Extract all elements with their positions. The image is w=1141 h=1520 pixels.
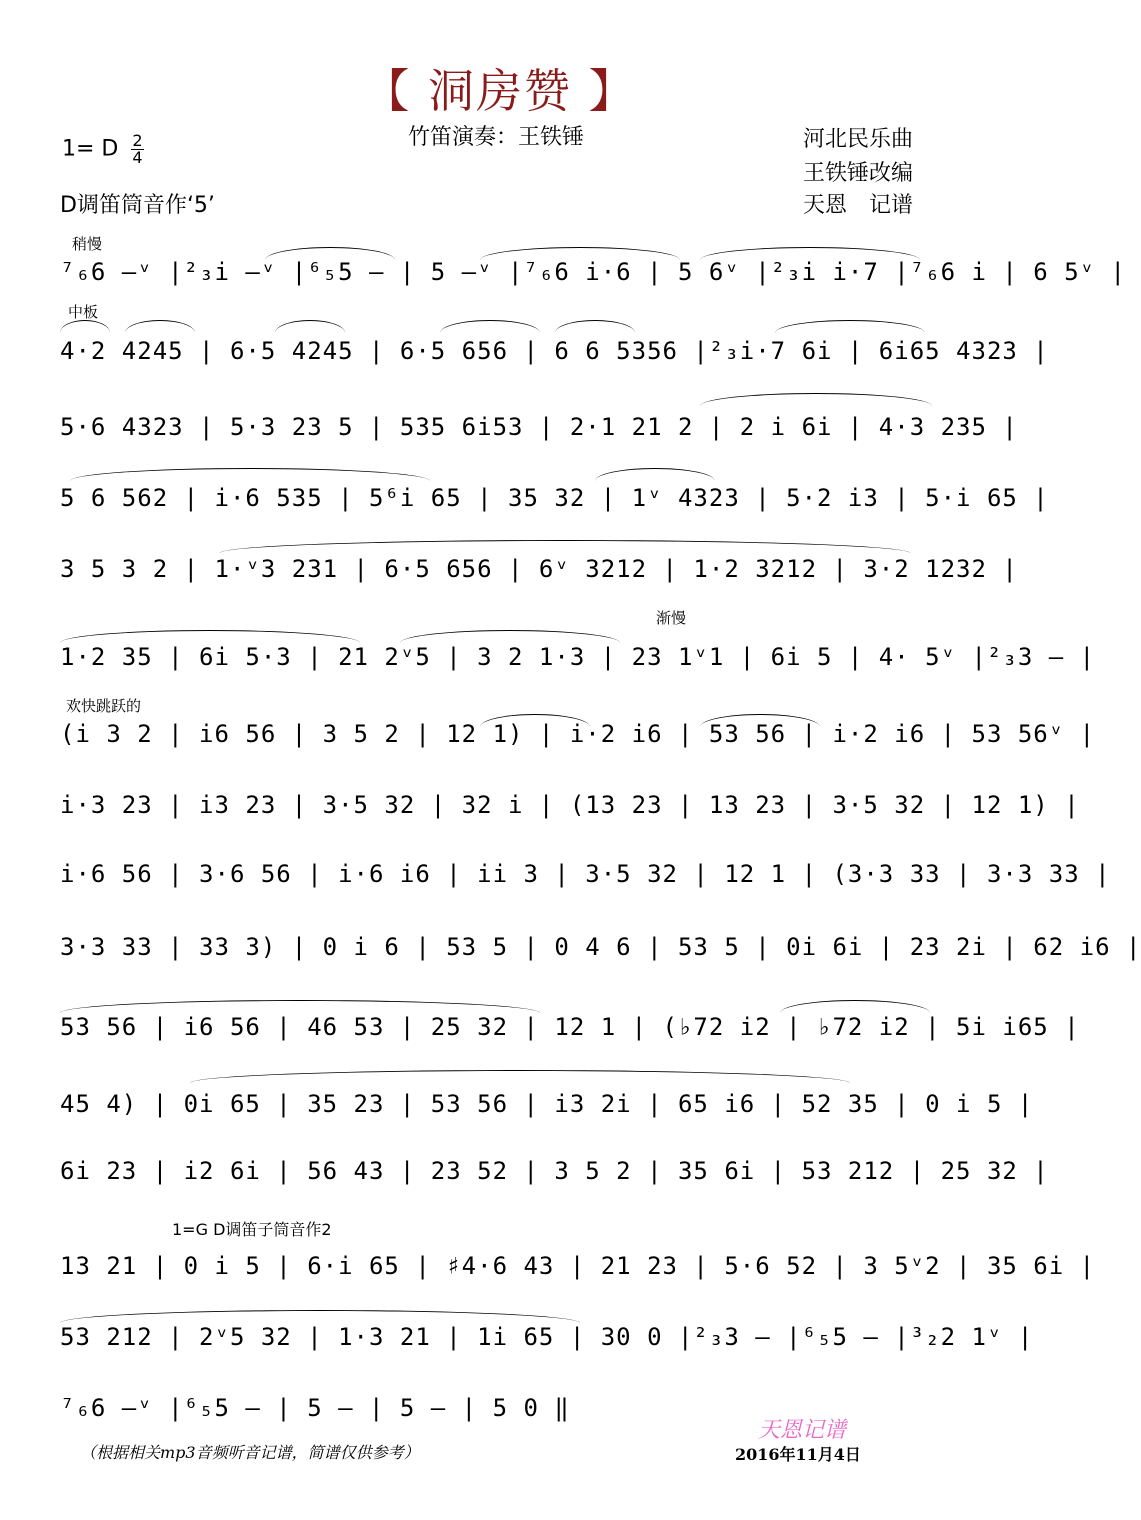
slur-row xyxy=(60,320,932,334)
score-line-14: 13 21 | 0 i 5 | 6·i 65 | ♯4·6 43 | 21 23 | 5·6 52 | 3 5ᵛ2 | 35 6i | xyxy=(60,1252,1096,1280)
slur-row xyxy=(60,393,932,407)
slur-row xyxy=(60,468,932,482)
key-signature xyxy=(62,133,144,166)
score-line-1: ⁷₆6 –ᵛ |²₃i –ᵛ |⁶₅5 – | 5 –ᵛ |⁷₆6 i·6 | 5 6ᵛ |²₃i i·7 |⁷₆6 i | 6 5ᵛ | xyxy=(60,258,1126,286)
score-line-3: 5·6 4323 | 5·3 23 5 | 535 6i53 | 2·1 21 2 | 2 i 6i | 4·3 235 | xyxy=(60,413,1018,441)
slur-row xyxy=(60,1310,932,1324)
flute-note: D调笛筒音作‘5’ xyxy=(60,193,215,218)
score-line-5: 3 5 3 2 | 1·ᵛ3 231 | 6·5 656 | 6ᵛ 3212 | 1·2 3212 | 3·2 1232 | xyxy=(60,555,1018,583)
score-line-12: 45 4) | 0i 65 | 35 23 | 53 56 | i3 2i | 65 i6 | 52 35 | 0 i 5 | xyxy=(60,1090,1034,1118)
slur-row xyxy=(60,1070,932,1084)
score-line-8: i·3 23 | i3 23 | 3·5 32 | 32 i | (13 23 | 13 23 | 3·5 32 | 12 1) | xyxy=(60,791,1080,819)
tempo-mark-rit: 渐慢 xyxy=(656,609,687,627)
slur-row xyxy=(60,540,932,554)
score-line-16: ⁷₆6 –ᵛ |⁶₅5 – | 5 – | 5 – | 5 0 ‖ xyxy=(60,1394,570,1422)
modulation-mark: 1=G D调笛子筒音作2 xyxy=(172,1220,332,1239)
transcriber-stamp: 天恩记谱 xyxy=(758,1418,847,1443)
date: 2016年11月4日 xyxy=(735,1445,861,1464)
score-line-10: 3·3 33 | 33 3) | 0 i 6 | 53 5 | 0 4 6 | 53 5 | 0i 6i | 23 2i | 62 i6 | xyxy=(60,933,1141,961)
score-line-15: 53 212 | 2ᵛ5 32 | 1·3 21 | 1i 65 | 30 0 |²₃3 – |⁶₅5 – |³₂2 1ᵛ | xyxy=(60,1323,1034,1351)
credit-arranger: 王铁锤改编 xyxy=(803,161,914,186)
score-line-4: 5 6 562 | i·6 535 | 5⁶i 65 | 35 32 | 1ᵛ 4323 | 5·2 i3 | 5·i 65 | xyxy=(60,484,1049,512)
score-line-13: 6i 23 | i2 6i | 56 43 | 23 52 | 3 5 2 | 35 6i | 53 212 | 25 32 | xyxy=(60,1157,1049,1185)
score-line-6: 1·2 35 | 6i 5·3 | 21 2ᵛ5 | 3 2 1·3 | 23 1ᵛ1 | 6i 5 | 4· 5ᵛ |²₃3 – | xyxy=(60,643,1096,671)
score-line-9: i·6 56 | 3·6 56 | i·6 i6 | ii 3 | 3·5 32 | 12 1 | (3·3 33 | 3·3 33 | xyxy=(60,860,1111,888)
tempo-mark-medium: 中板 xyxy=(68,303,99,321)
credit-transcriber: 天恩 记谱 xyxy=(803,193,914,218)
time-signature xyxy=(131,133,143,166)
performer: 竹笛演奏：王铁锤 xyxy=(408,125,585,150)
slur-row xyxy=(60,1000,932,1014)
tempo-mark-slow: 稍慢 xyxy=(72,235,103,253)
time-signature-numerator: 2 xyxy=(132,131,143,150)
time-signature-denominator: 4 xyxy=(132,148,143,167)
footer-note: （根据相关mp3音频听音记谱，简谱仅供参考） xyxy=(80,1443,420,1462)
tempo-mark-lively: 欢快跳跃的 xyxy=(66,697,142,715)
credit-origin: 河北民乐曲 xyxy=(803,127,914,152)
key-text: 1= D xyxy=(62,136,119,162)
page-title: 【 洞房赞 】 xyxy=(363,64,637,118)
score-line-11: 53 56 | i6 56 | 46 53 | 25 32 | 12 1 | (♭72 i2 | ♭72 i2 | 5i i65 | xyxy=(60,1013,1080,1041)
score-line-2: 4·2 4245 | 6·5 4245 | 6·5 656 | 6 6 5356 |²₃i·7 6i | 6i65 4323 | xyxy=(60,337,1049,365)
slur-row xyxy=(60,630,932,644)
score-line-7: (i 3 2 | i6 56 | 3 5 2 | 12 1) | i·2 i6 | 53 56 | i·2 i6 | 53 56ᵛ | xyxy=(60,720,1096,748)
